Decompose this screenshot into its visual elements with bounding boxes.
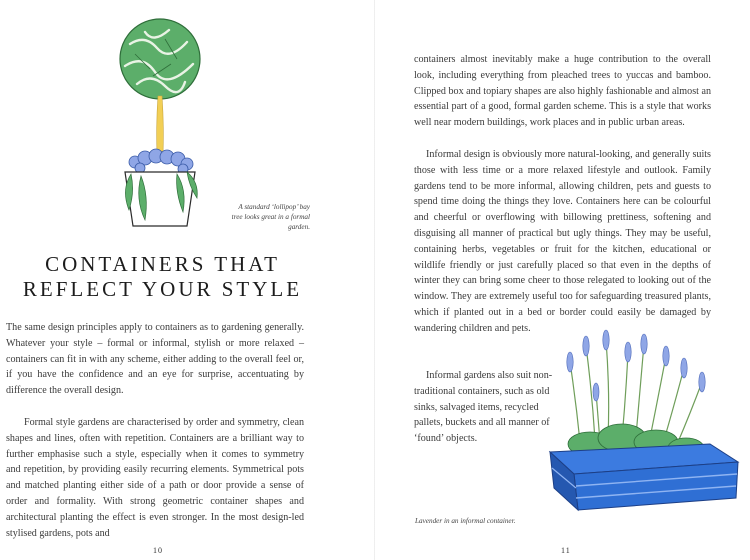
left-paragraph-1: The same design principles apply to containers as to gardening generally. Whatever your style – formal or informal, stylish or more relaxed – containers can fit in with any scheme, either adding to the overall feel or, if you have the confidence and an eye for surprise, accentuating by difference the overall design. [6,322,304,397]
bay-tree-illustration [95,14,225,232]
chapter-heading: CONTAINERS THAT REFLECT YOUR STYLE [22,252,303,301]
tree-caption: A standard ‘lollipop’ bay tree looks great in a formal garden. [231,203,310,231]
page-number-left: 10 [153,546,163,555]
lavender-crate-illustration [540,322,745,512]
right-paragraph-2: Informal design is obviously more natural-looking, and generally suits those with less time or a more relaxed lifestyle and outlook. Family gardens tend to be more informal, allowing children, pets and guests to spend time doing the things they love. Containers here can be colourful and cheerful or overflowing with billowing prettiness, softening and disguising all manner of practical but ugly things. They may be useful, containing herbs, vegetables or fruit for the kitchen, educational or wildlife friendly or just carefully placed so that even in the depths of winter they can bring some cheer to those relegated to looking out of the window. They are extremely useful too for safeguarding treasured plants, which if planted out in a bed or border could easily be damaged by wandering children and pets. [414,149,711,334]
right-paragraph-3: Informal gardens also suit non-traditional containers, such as old sinks, salvaged items, recycled pallets, buckets and all manner of ‘found’ objects. [414,370,553,445]
page-number-right: 11 [561,546,571,555]
left-paragraph-2: Formal style gardens are characterised by order and symmetry, clean shapes and lines, often with repetition. Containers are a brilliant way to further emphasise such a style, especially when it comes to symmetry and repetition, by providing easily recurring elements. Symmetrical pots and matched planting either side of a path or door provide a sense of order and formality. With strong geometric container shapes and architectural planting the effect is even stronger. In the most design-led stylised gardens, pots and [6,417,304,539]
right-paragraph-1: containers almost inevitably make a huge contribution to the overall look, including everything from pleached trees to yuccas and bamboo. Clipped box and topiary shapes are also highly fashionable and almost an essential part of a good, formal garden scheme. This is a style that works well near modern buildings, work places and in public urban areas. [414,54,711,129]
right-page [375,0,750,560]
lavender-caption: Lavender in an informal container. [415,517,516,525]
